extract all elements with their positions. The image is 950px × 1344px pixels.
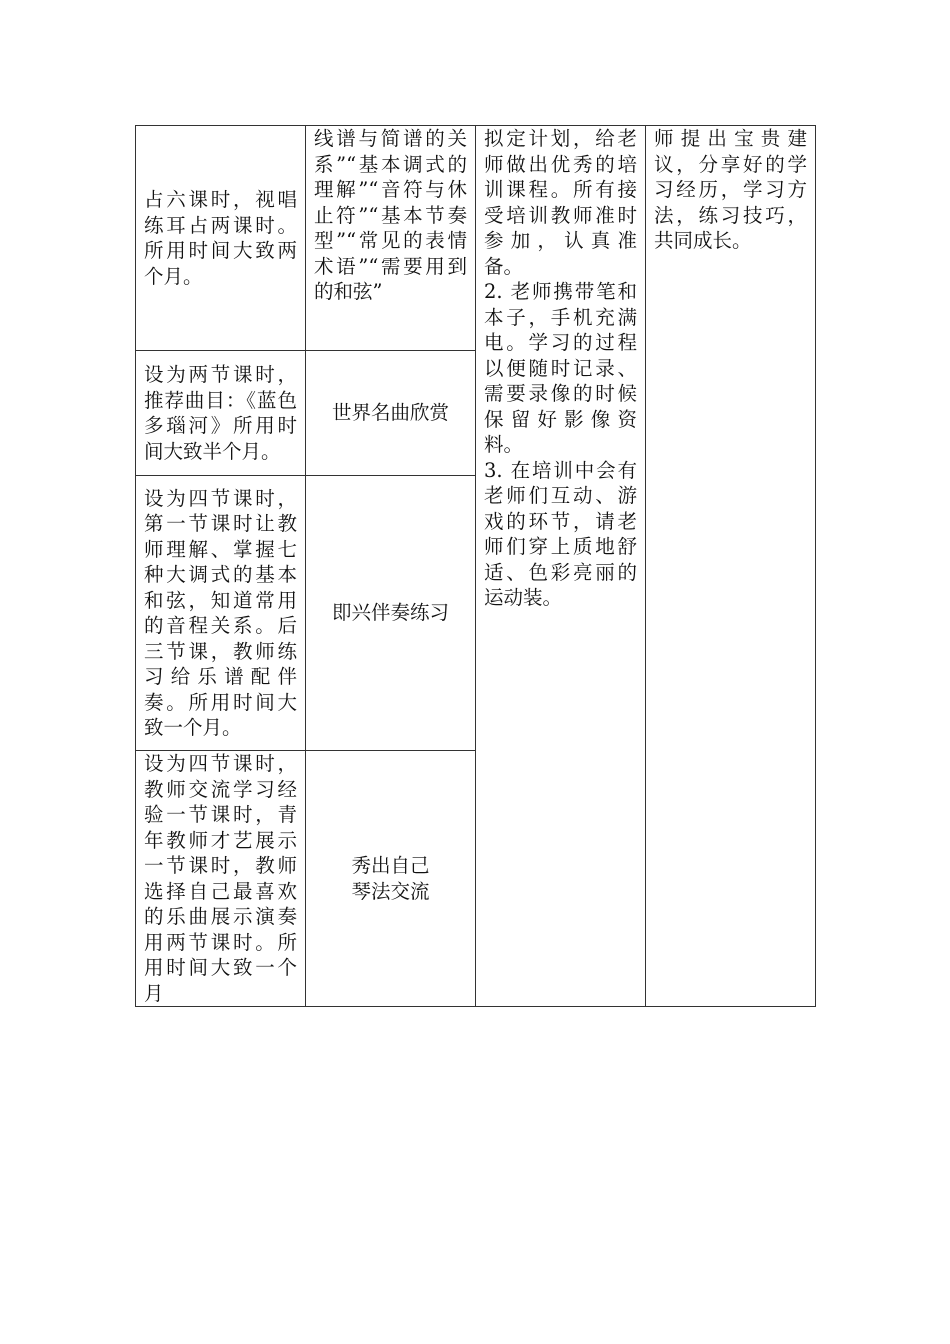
requirements-item-2: 2. 老师携带笔和本子，手机充满电。学习的过程以便随时记录、需要录像的时候保留好影像资料。 <box>484 280 637 456</box>
requirements-item-3: 3. 在培训中会有老师们互动、游戏的环节，请老师们穿上质地舒适、色彩亮丽的运动装。 <box>484 458 637 609</box>
goals-cell: 师提出宝贵建议，分享好的学习经历，学习方法，练习技巧，共同成长。 <box>646 126 816 1007</box>
training-plan-table <box>135 125 816 1007</box>
content-cell: 线谱与简谱的关系”“基本调式的理解”“音符与休止符”“基本节奏型”“常见的表情术语”“需要用到的和弦” <box>306 126 476 351</box>
table-row <box>136 126 816 351</box>
duration-cell: 设为四节课时，第一节课时让教师理解、掌握七种大调式的基本和弦，知道常用的音程关系。后三节课，教师练习给乐谱配伴奏。所用时间大致一个月。 <box>136 476 306 751</box>
requirements-cell <box>476 126 646 1007</box>
content-cell: 即兴伴奏练习 <box>306 476 476 751</box>
content-cell: 世界名曲欣赏 <box>306 351 476 476</box>
duration-cell: 占六课时，视唱练耳占两课时。所用时间大致两个月。 <box>136 126 306 351</box>
content-cell <box>306 751 476 1007</box>
requirements-intro: 拟定计划，给老师做出优秀的培训课程。所有接受培训教师准时参加，认真准备。 <box>484 127 637 278</box>
content-line: 琴法交流 <box>351 879 430 903</box>
content-line: 秀出自己 <box>351 854 430 877</box>
duration-cell: 设为四节课时，教师交流学习经验一节课时，青年教师才艺展示一节课时，教师选择自己最喜欢的乐曲展示演奏用两节课时。所用时间大致一个月 <box>136 751 306 1007</box>
duration-cell: 设为两节课时，推荐曲目：《蓝色多瑙河》所用时间大致半个月。 <box>136 351 306 476</box>
